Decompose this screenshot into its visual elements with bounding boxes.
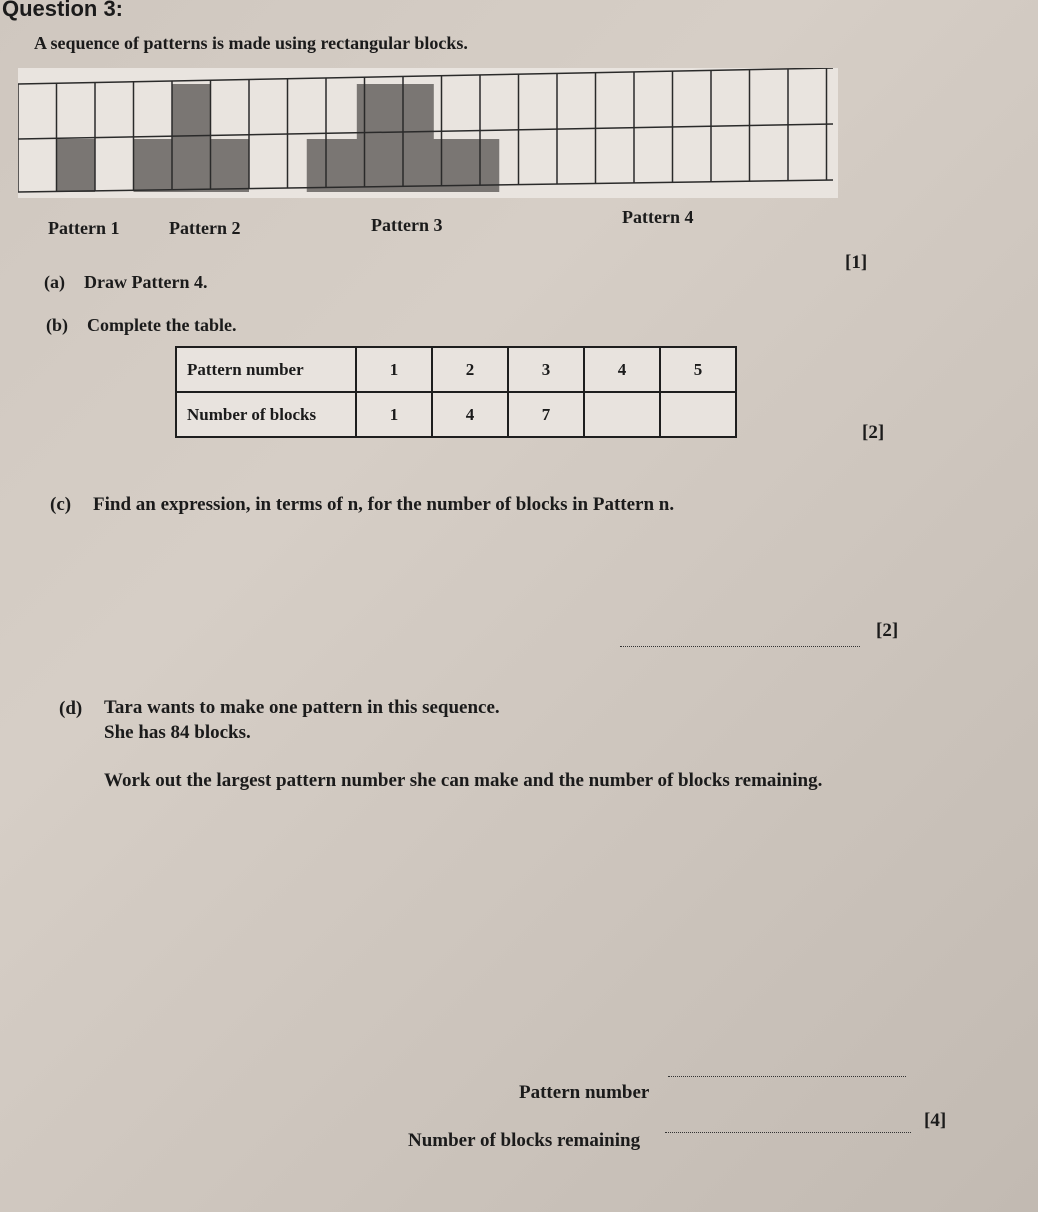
shaded-block bbox=[134, 139, 250, 192]
block-count-cell: 4 bbox=[432, 392, 508, 437]
pattern-number-cell: 4 bbox=[584, 347, 660, 392]
row-header-number-of-blocks: Number of blocks bbox=[176, 392, 356, 437]
block-count-cell: 7 bbox=[508, 392, 584, 437]
block-count-answer-cell[interactable] bbox=[584, 392, 660, 437]
pattern-number-cell: 1 bbox=[356, 347, 432, 392]
table-row-pattern-number bbox=[176, 347, 736, 392]
part-a-label: (a) bbox=[44, 272, 65, 292]
part-b-text: Complete the table. bbox=[87, 315, 237, 335]
part-c-marks: [2] bbox=[876, 620, 899, 641]
part-a-text: Draw Pattern 4. bbox=[84, 272, 208, 292]
pattern-number-answer-label: Pattern number bbox=[519, 1082, 650, 1103]
part-b-marks: [2] bbox=[862, 422, 885, 443]
pattern-number-cell: 2 bbox=[432, 347, 508, 392]
part-c-answer-line[interactable] bbox=[620, 646, 860, 647]
pattern-1-label: Pattern 1 bbox=[48, 218, 120, 238]
part-d-marks: [4] bbox=[924, 1110, 947, 1131]
pattern-number-cell: 3 bbox=[508, 347, 584, 392]
shaded-block bbox=[57, 139, 96, 192]
part-d-label: (d) bbox=[59, 698, 83, 719]
question-intro: A sequence of patterns is made using rectangular blocks. bbox=[34, 33, 468, 53]
row-header-pattern-number: Pattern number bbox=[176, 347, 356, 392]
pattern-number-answer-line[interactable] bbox=[668, 1076, 906, 1077]
question-heading: Question 3: bbox=[2, 0, 124, 21]
part-c-label: (c) bbox=[50, 494, 72, 515]
block-count-answer-cell[interactable] bbox=[660, 392, 736, 437]
block-count-cell: 1 bbox=[356, 392, 432, 437]
part-c-text: Find an expression, in terms of n, for the number of blocks in Pattern n. bbox=[93, 494, 675, 515]
part-b-label: (b) bbox=[46, 315, 68, 335]
blocks-remaining-answer-label: Number of blocks remaining bbox=[408, 1130, 641, 1151]
pattern-number-cell: 5 bbox=[660, 347, 736, 392]
blocks-remaining-answer-line[interactable] bbox=[665, 1132, 911, 1133]
shaded-block bbox=[172, 84, 211, 139]
part-a-marks: [1] bbox=[845, 252, 868, 273]
pattern-2-label: Pattern 2 bbox=[169, 218, 241, 238]
pattern-table bbox=[175, 346, 737, 438]
part-d-line-2: She has 84 blocks. bbox=[104, 722, 251, 743]
part-d-line-3: Work out the largest pattern number she can make and the number of blocks remaining. bbox=[104, 770, 823, 791]
table-row-number-of-blocks bbox=[176, 392, 736, 437]
pattern-grid[interactable] bbox=[18, 68, 838, 198]
shaded-block bbox=[357, 84, 434, 139]
part-d-line-1: Tara wants to make one pattern in this sequence. bbox=[104, 697, 500, 718]
pattern-4-label: Pattern 4 bbox=[622, 207, 694, 227]
pattern-3-label: Pattern 3 bbox=[371, 215, 443, 235]
